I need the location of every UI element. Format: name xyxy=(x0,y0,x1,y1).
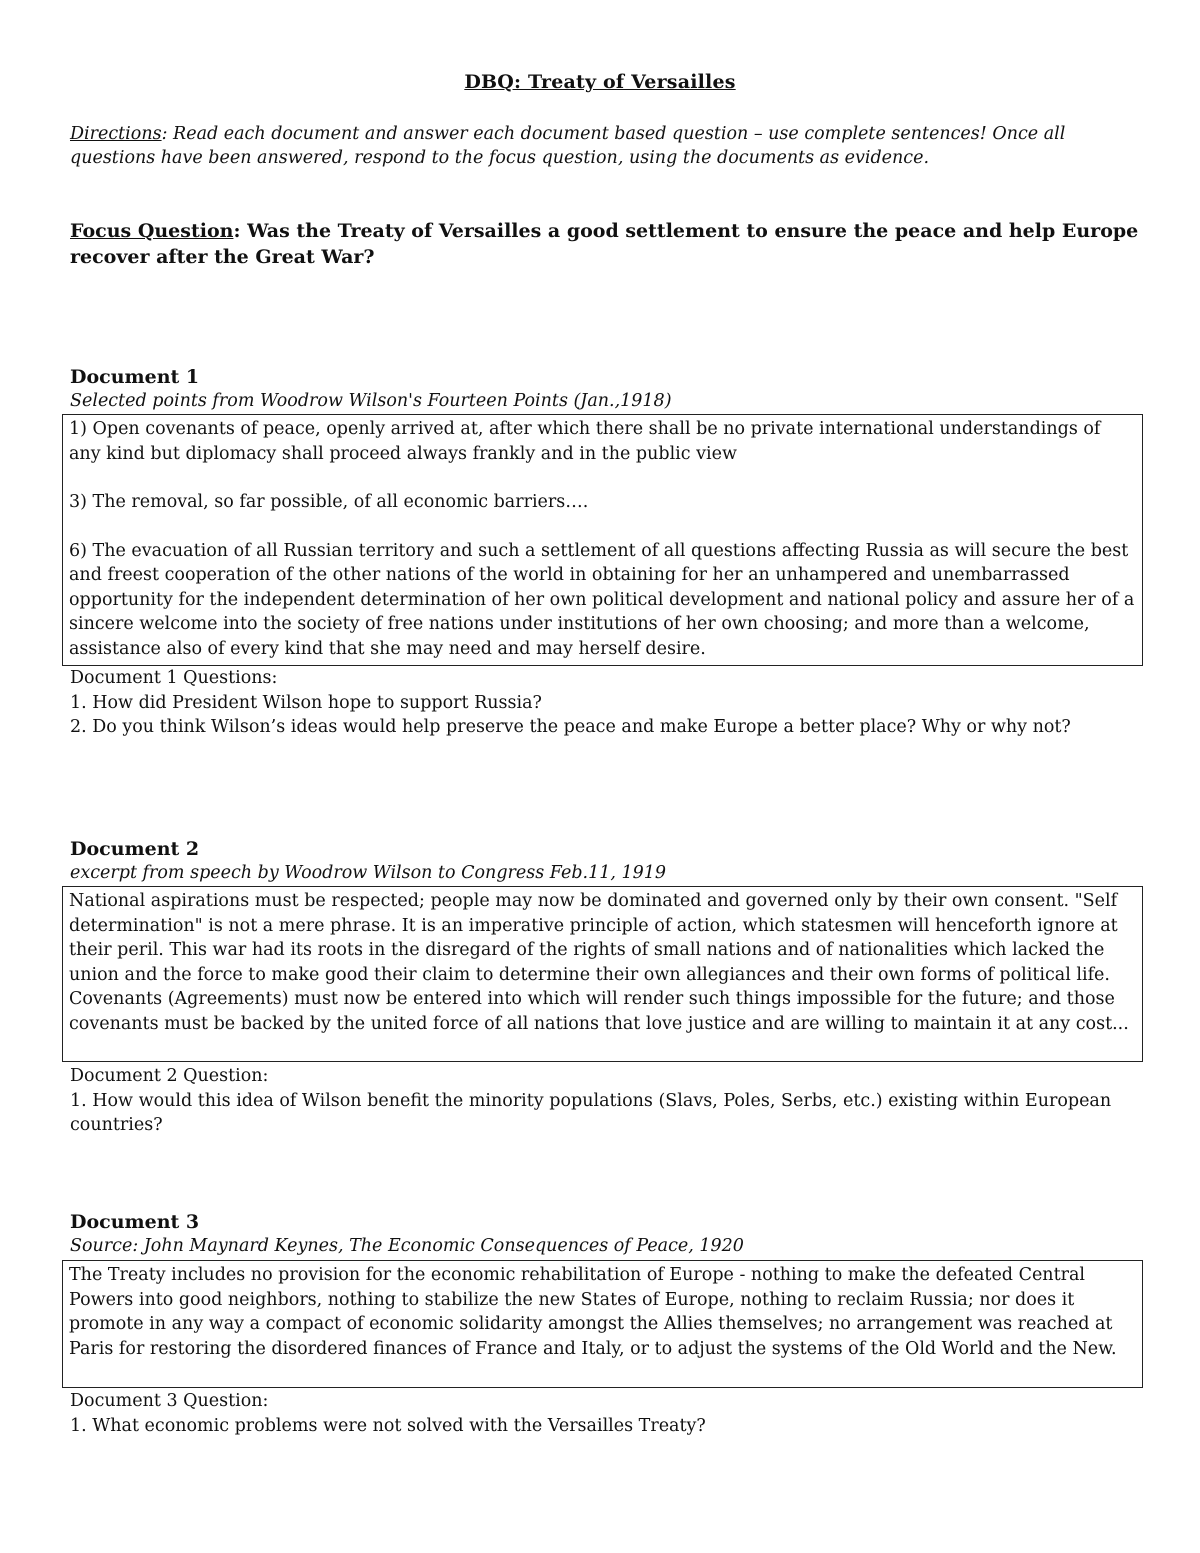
focus-question-text: : Was the Treaty of Versailles a good settlement to ensure the peace and help Europe recover after the Great War? xyxy=(70,220,1139,268)
document-3-excerpt-box xyxy=(62,1260,1143,1388)
question: 2. Do you think Wilson’s ideas would help preserve the peace and make Europe a better place? Why or why not? xyxy=(70,717,1071,737)
directions-text: : Read each document and answer each document based question – use complete sentences! Once all questions have been answered, respond to the focus question, using the documents as evidence. xyxy=(70,124,1066,168)
document-3-paragraph: The Treaty includes no provision for the economic rehabilitation of Europe - nothing to make the defeated Central Powers into good neighbors, nothing to stabilize the new States of Europe, nothing to reclaim Russia; nor does it promote in any way a compact of economic solidarity amongst the Allies themselves; no arrangement was reached at Paris for restoring the disordered finances of France and Italy, or to adjust the systems of the Old World and the New. xyxy=(69,1265,1117,1359)
document-1-questions xyxy=(70,666,1140,740)
document-2-questions xyxy=(70,1064,1140,1138)
document-1-source: Selected points from Woodrow Wilson's Fourteen Points (Jan.,1918) xyxy=(70,391,672,411)
document-3-source: Source: John Maynard Keynes, The Economic Consequences of Peace, 1920 xyxy=(70,1236,744,1256)
document-1-paragraph: 3) The removal, so far possible, of all economic barriers…. xyxy=(69,492,589,512)
questions-label: Document 3 Question: xyxy=(70,1391,269,1411)
question: 1. How would this idea of Wilson benefit the minority populations (Slavs, Poles, Serbs, etc.) existing within European countries? xyxy=(70,1090,1112,1135)
document-2-excerpt-box xyxy=(62,886,1143,1062)
document-2-source: excerpt from speech by Woodrow Wilson to Congress Feb.11, 1919 xyxy=(70,863,667,883)
question: 1. How did President Wilson hope to support Russia? xyxy=(70,692,542,713)
questions-label: Document 1 Questions: xyxy=(70,668,278,688)
document-3-questions xyxy=(70,1389,1140,1438)
document-2-paragraph: National aspirations must be respected; people may now be dominated and governed only by their own consent. "Self determination" is not a mere phrase. It is an imperative principle of action, which statesmen will henceforth ignore at their peril. This war had its roots in the disregard of the rights of small nations and of nationalities which lacked the union and the force to make good their claim to determine their own allegiances and their own forms of political life. Covenants (Agreements) must now be entered into which will render such things impossible for the future; and those covenants must be backed by the united force of all nations that love justice and are willing to maintain it at any cost... xyxy=(69,891,1129,1034)
focus-question-label: Focus Question xyxy=(70,220,234,242)
page-title: DBQ: Treaty of Versailles xyxy=(464,71,736,93)
document-1-paragraph: 6) The evacuation of all Russian territory and such a settlement of all questions affecting Russia as will secure the best and freest cooperation of the other nations of the world in obtaining for her an unhampered and unembarrassed opportunity for the independent determination of her own political development and national policy and assure her of a sincere welcome into the society of free nations under institutions of her own choosing; and more than a welcome, assistance also of every kind that she may need and may herself desire. xyxy=(69,540,1135,659)
focus-question xyxy=(70,218,1140,270)
document-1-paragraph: 1) Open covenants of peace, openly arrived at, after which there shall be no private international understandings of any kind but diplomacy shall proceed always frankly and in the public view xyxy=(69,419,1101,464)
directions-label: Directions xyxy=(70,124,162,144)
questions-label: Document 2 Question: xyxy=(70,1066,269,1086)
document-1-heading: Document 1 xyxy=(70,366,200,388)
question: 1. What economic problems were not solved with the Versailles Treaty? xyxy=(70,1415,706,1436)
document-2-heading: Document 2 xyxy=(70,838,200,860)
document-1-excerpt-box xyxy=(62,414,1143,666)
directions xyxy=(70,122,1140,170)
document-3-heading: Document 3 xyxy=(70,1211,200,1233)
